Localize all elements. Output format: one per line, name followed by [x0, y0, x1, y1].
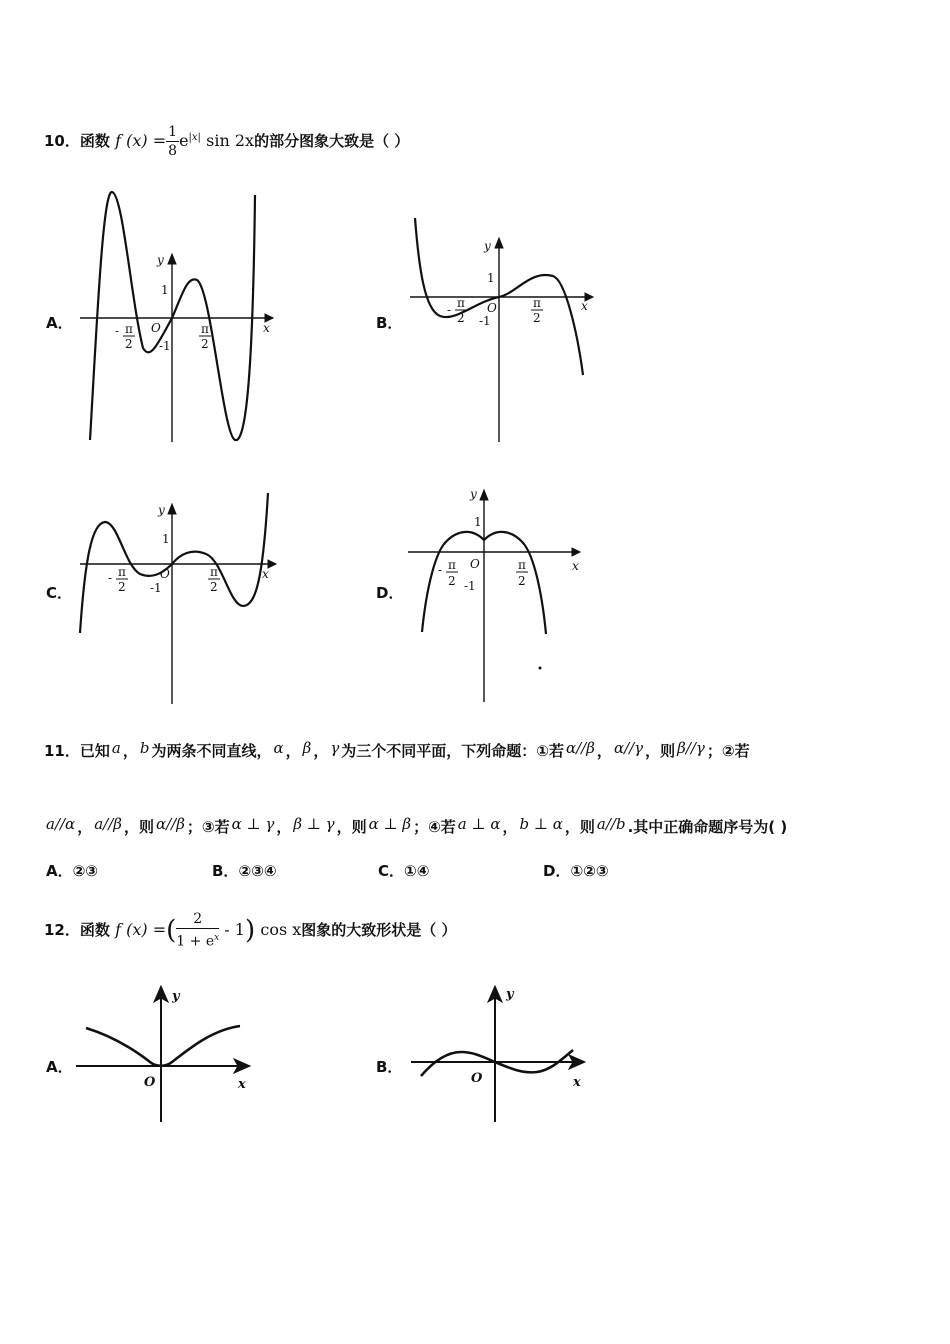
neg-pi-num: π — [448, 558, 456, 572]
choice-label: D． — [543, 862, 571, 880]
line1-segment: γ — [330, 739, 340, 757]
q11-line2 — [44, 806, 787, 842]
pi-den: 2 — [210, 580, 218, 594]
q12-minus-one: - 1 — [219, 920, 245, 939]
line1-segment: ；②若 — [706, 742, 750, 760]
line1-segment: 已知 — [79, 742, 110, 760]
neg-pi-num: π — [457, 296, 465, 310]
pi-num: π — [518, 558, 526, 572]
x-arrow — [572, 548, 580, 556]
line1-segment: ， — [285, 742, 301, 760]
line1-segment: 为三个不同平面，下列命题：①若 — [341, 742, 564, 760]
y-arrow — [168, 254, 176, 264]
q11-line2-text — [44, 815, 788, 836]
neg-pi-minus: - — [447, 303, 452, 317]
line2-segment: ， — [502, 818, 518, 836]
q11-line1 — [44, 730, 750, 766]
line2-segment: ， — [77, 818, 93, 836]
q10-stem — [44, 108, 409, 168]
x-label: x — [262, 567, 269, 581]
line1-segment: b — [139, 739, 150, 757]
y-arrow — [480, 490, 488, 500]
y-label: y — [470, 487, 477, 501]
choice-value: ①②③ — [570, 862, 609, 880]
line1-segment: β//γ — [677, 739, 705, 757]
line1-segment: ，则 — [645, 742, 676, 760]
line1-segment: α//γ — [613, 739, 644, 757]
neg-pi-num: π — [118, 565, 126, 579]
q12-graph-b — [405, 980, 595, 1130]
q10-lead: 函数 — [79, 132, 110, 150]
y-label: y — [506, 987, 514, 1002]
line2-segment: α ⊥ β — [368, 815, 412, 833]
q10-tail: 的部分图象大致是（ ） — [254, 132, 410, 150]
speck — [539, 667, 542, 670]
one-label: 1 — [474, 515, 482, 529]
origin-label: O — [160, 567, 170, 581]
choice-label: B． — [212, 862, 239, 880]
q12-func-rest: cos x — [260, 920, 302, 939]
q12-tail: 图象的大致形状是（ ） — [301, 921, 457, 939]
q10-e: e — [179, 131, 189, 150]
q10-graph-d — [400, 482, 600, 707]
neg-pi-den: 2 — [457, 311, 465, 325]
y-label: y — [172, 989, 180, 1004]
line1-segment: ， — [122, 742, 138, 760]
origin-label: O — [471, 1071, 483, 1086]
q11-choice-d[interactable] — [543, 860, 609, 881]
neg-pi-minus: - — [115, 324, 120, 338]
pi-num: π — [201, 322, 209, 336]
q10-func-rest: sin 2x — [206, 131, 255, 150]
neg-one-label: -1 — [464, 579, 476, 593]
line2-segment: a//α — [46, 815, 76, 833]
y-label: y — [158, 503, 165, 517]
choice-value: ②③ — [72, 862, 99, 880]
line2-segment: a//β — [94, 815, 122, 833]
line2-segment: ，则 — [123, 818, 154, 836]
line2-segment: ；③若 — [186, 818, 230, 836]
q10-frac: $\frac{1}{8}$ — [168, 124, 178, 159]
neg-pi-den: 2 — [118, 580, 126, 594]
line2-segment: α ⊥ γ — [231, 815, 275, 833]
line2-segment: b ⊥ α — [519, 815, 563, 833]
q11-choice-a[interactable] — [46, 860, 98, 881]
line2-segment: ，则 — [336, 818, 367, 836]
q10-number: 10． — [44, 132, 80, 150]
origin-label: O — [487, 301, 497, 315]
line1-segment: 为两条不同直线， — [151, 742, 272, 760]
neg-one-label: -1 — [159, 339, 171, 353]
line1-segment: α//β — [566, 739, 595, 757]
neg-one-label: -1 — [479, 314, 491, 328]
x-arrow — [268, 560, 276, 568]
one-label: 1 — [161, 283, 169, 297]
q10-graph-a — [75, 180, 285, 450]
q10-func-lhs: f (x) = — [115, 131, 167, 150]
q10-graph-c — [70, 488, 285, 710]
q12-option-a-label[interactable]: A． — [46, 1058, 73, 1076]
q10-option-c-label[interactable]: C． — [46, 584, 73, 602]
choice-label: C． — [378, 862, 405, 880]
y-arrow — [495, 238, 503, 248]
neg-pi-minus: - — [438, 563, 443, 577]
q10-option-b-label[interactable]: B． — [376, 314, 403, 332]
line1-segment: β — [302, 739, 312, 757]
pi-den: 2 — [201, 337, 209, 351]
q12-number: 12． — [44, 921, 80, 939]
y-label: y — [157, 253, 164, 267]
line2-segment: a ⊥ α — [457, 815, 501, 833]
y-arrow — [168, 504, 176, 514]
line1-segment: α — [273, 739, 284, 757]
one-label: 1 — [162, 532, 170, 546]
choice-value: ②③④ — [238, 862, 277, 880]
line2-segment: ，则 — [564, 818, 595, 836]
line2-segment: a//b — [596, 815, 626, 833]
pi-den: 2 — [533, 311, 541, 325]
q12-graph-a — [72, 980, 262, 1130]
neg-pi-den: 2 — [125, 337, 133, 351]
y-label: y — [484, 239, 491, 253]
line1-segment: ， — [596, 742, 612, 760]
line2-segment: .其中正确命题序号为( ) — [627, 818, 788, 836]
origin-label: O — [144, 1075, 156, 1090]
q11-choice-b[interactable] — [212, 860, 277, 881]
x-label: x — [573, 1075, 581, 1090]
line2-segment: ；④若 — [413, 818, 456, 836]
q10-graph-b — [405, 210, 600, 450]
q10-option-d-label[interactable]: D． — [376, 584, 404, 602]
q11-number: 11． — [44, 742, 80, 760]
line2-segment: ， — [276, 818, 292, 836]
x-label: x — [263, 321, 270, 335]
line1-segment: ， — [313, 742, 329, 760]
x-label: x — [238, 1077, 246, 1092]
q12-lead: 函数 — [79, 921, 110, 939]
origin-label: O — [470, 557, 480, 571]
line1-segment: a — [111, 739, 121, 757]
pi-num: π — [533, 296, 541, 310]
neg-one-label: -1 — [150, 581, 162, 595]
neg-pi-den: 2 — [448, 574, 456, 588]
x-label: x — [581, 299, 588, 313]
q12-stem: 12．函数 f (x) =( $\frac{2}{1 + e^x}$ - 1) cos x图象的大致形状是（ ） — [44, 911, 457, 950]
q12-frac: $\frac{2}{1 + e^x}$ — [176, 911, 220, 950]
curve — [86, 1026, 240, 1066]
x-label: x — [572, 559, 579, 573]
line2-segment: β ⊥ γ — [293, 815, 335, 833]
neg-pi-num: π — [125, 322, 133, 336]
line2-segment: α//β — [155, 815, 185, 833]
origin-label: O — [151, 321, 161, 335]
q12-func-lhs: f (x) = — [115, 920, 167, 939]
q12-option-b-label[interactable]: B． — [376, 1058, 403, 1076]
q11-choice-c[interactable] — [378, 860, 429, 881]
one-label: 1 — [487, 271, 495, 285]
pi-num: π — [210, 565, 218, 579]
q10-exp: |x| — [188, 132, 201, 143]
choice-value: ①④ — [404, 862, 430, 880]
neg-pi-minus: - — [108, 571, 113, 585]
q11-line1-text — [79, 739, 750, 760]
q10-option-a-label[interactable]: A． — [46, 314, 73, 332]
pi-den: 2 — [518, 574, 526, 588]
choice-label: A． — [46, 862, 73, 880]
